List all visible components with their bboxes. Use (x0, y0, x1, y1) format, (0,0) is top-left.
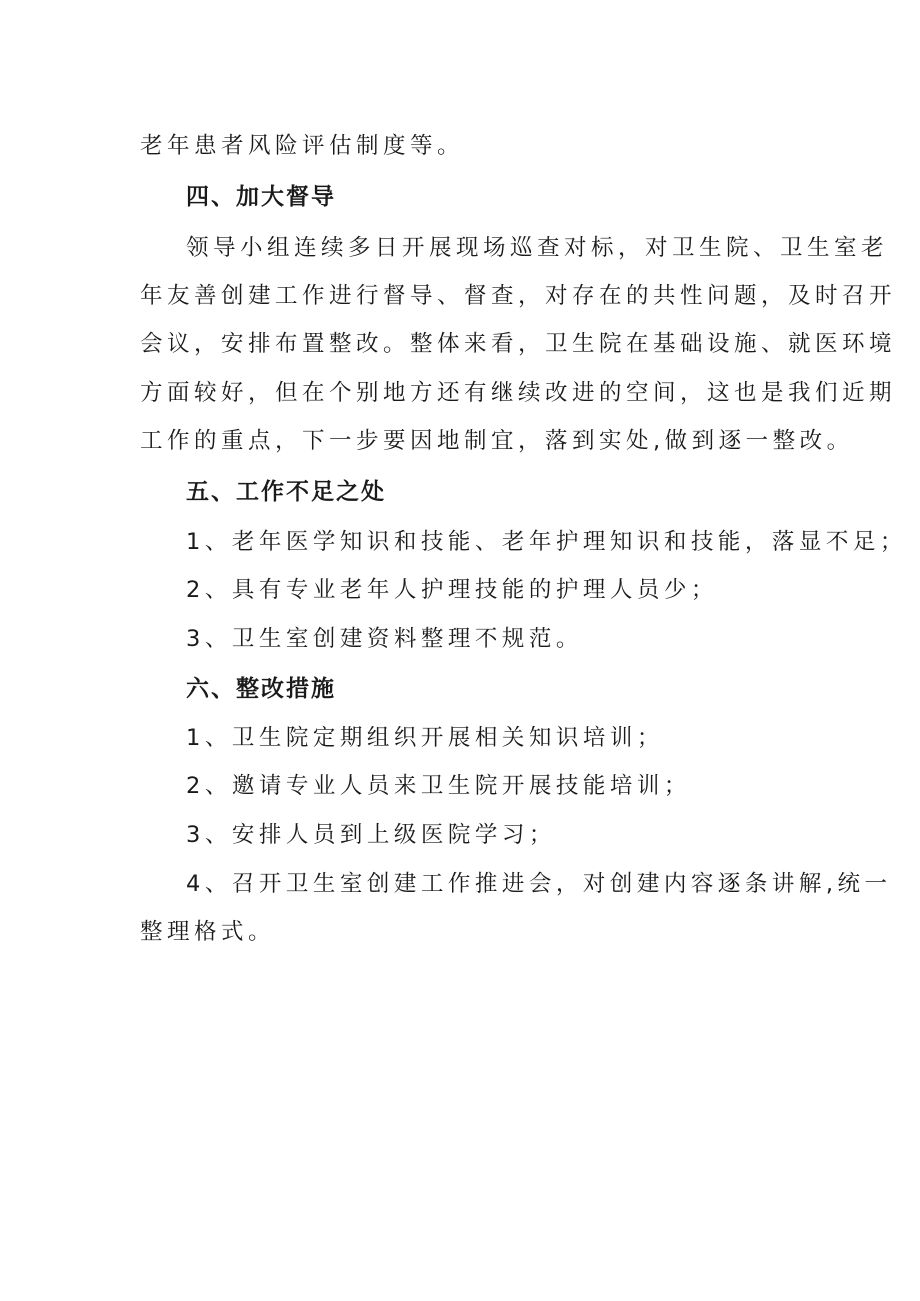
list-item: 4、召开卫生室创建工作推进会，对创建内容逐条讲解,统一 (186, 871, 892, 897)
paragraph-line: 方面较好，但在个别地方还有继续改进的空间，这也是我们近期 (140, 380, 897, 406)
list-item: 2、具有专业老年人护理技能的护理人员少； (186, 577, 718, 603)
list-item: 3、安排人员到上级医院学习； (186, 822, 556, 848)
paragraph-line: 领导小组连续多日开展现场巡查对标，对卫生院、卫生室老 (186, 235, 889, 261)
paragraph-line: 工作的重点，下一步要因地制宜，落到实处,做到逐一整改。 (140, 428, 854, 454)
list-item: 3、卫生室创建资料整理不规范。 (186, 626, 583, 652)
section-heading-5: 五、工作不足之处 (186, 479, 386, 505)
list-item: 2、邀请专业人员来卫生院开展技能培训； (186, 773, 691, 799)
paragraph-line: 年友善创建工作进行督导、督查，对存在的共性问题，及时召开 (140, 283, 897, 309)
paragraph-line: 老年患者风险评估制度等。 (140, 133, 465, 159)
paragraph-line: 会议，安排布置整改。整体来看，卫生院在基础设施、就医环境 (140, 331, 897, 357)
list-item: 1、老年医学知识和技能、老年护理知识和技能，落显不足； (186, 529, 907, 555)
paragraph-line: 整理格式。 (140, 919, 276, 945)
section-heading-4: 四、加大督导 (186, 184, 336, 210)
list-item: 1、卫生院定期组织开展相关知识培训； (186, 725, 664, 751)
section-heading-6: 六、整改措施 (186, 676, 336, 702)
